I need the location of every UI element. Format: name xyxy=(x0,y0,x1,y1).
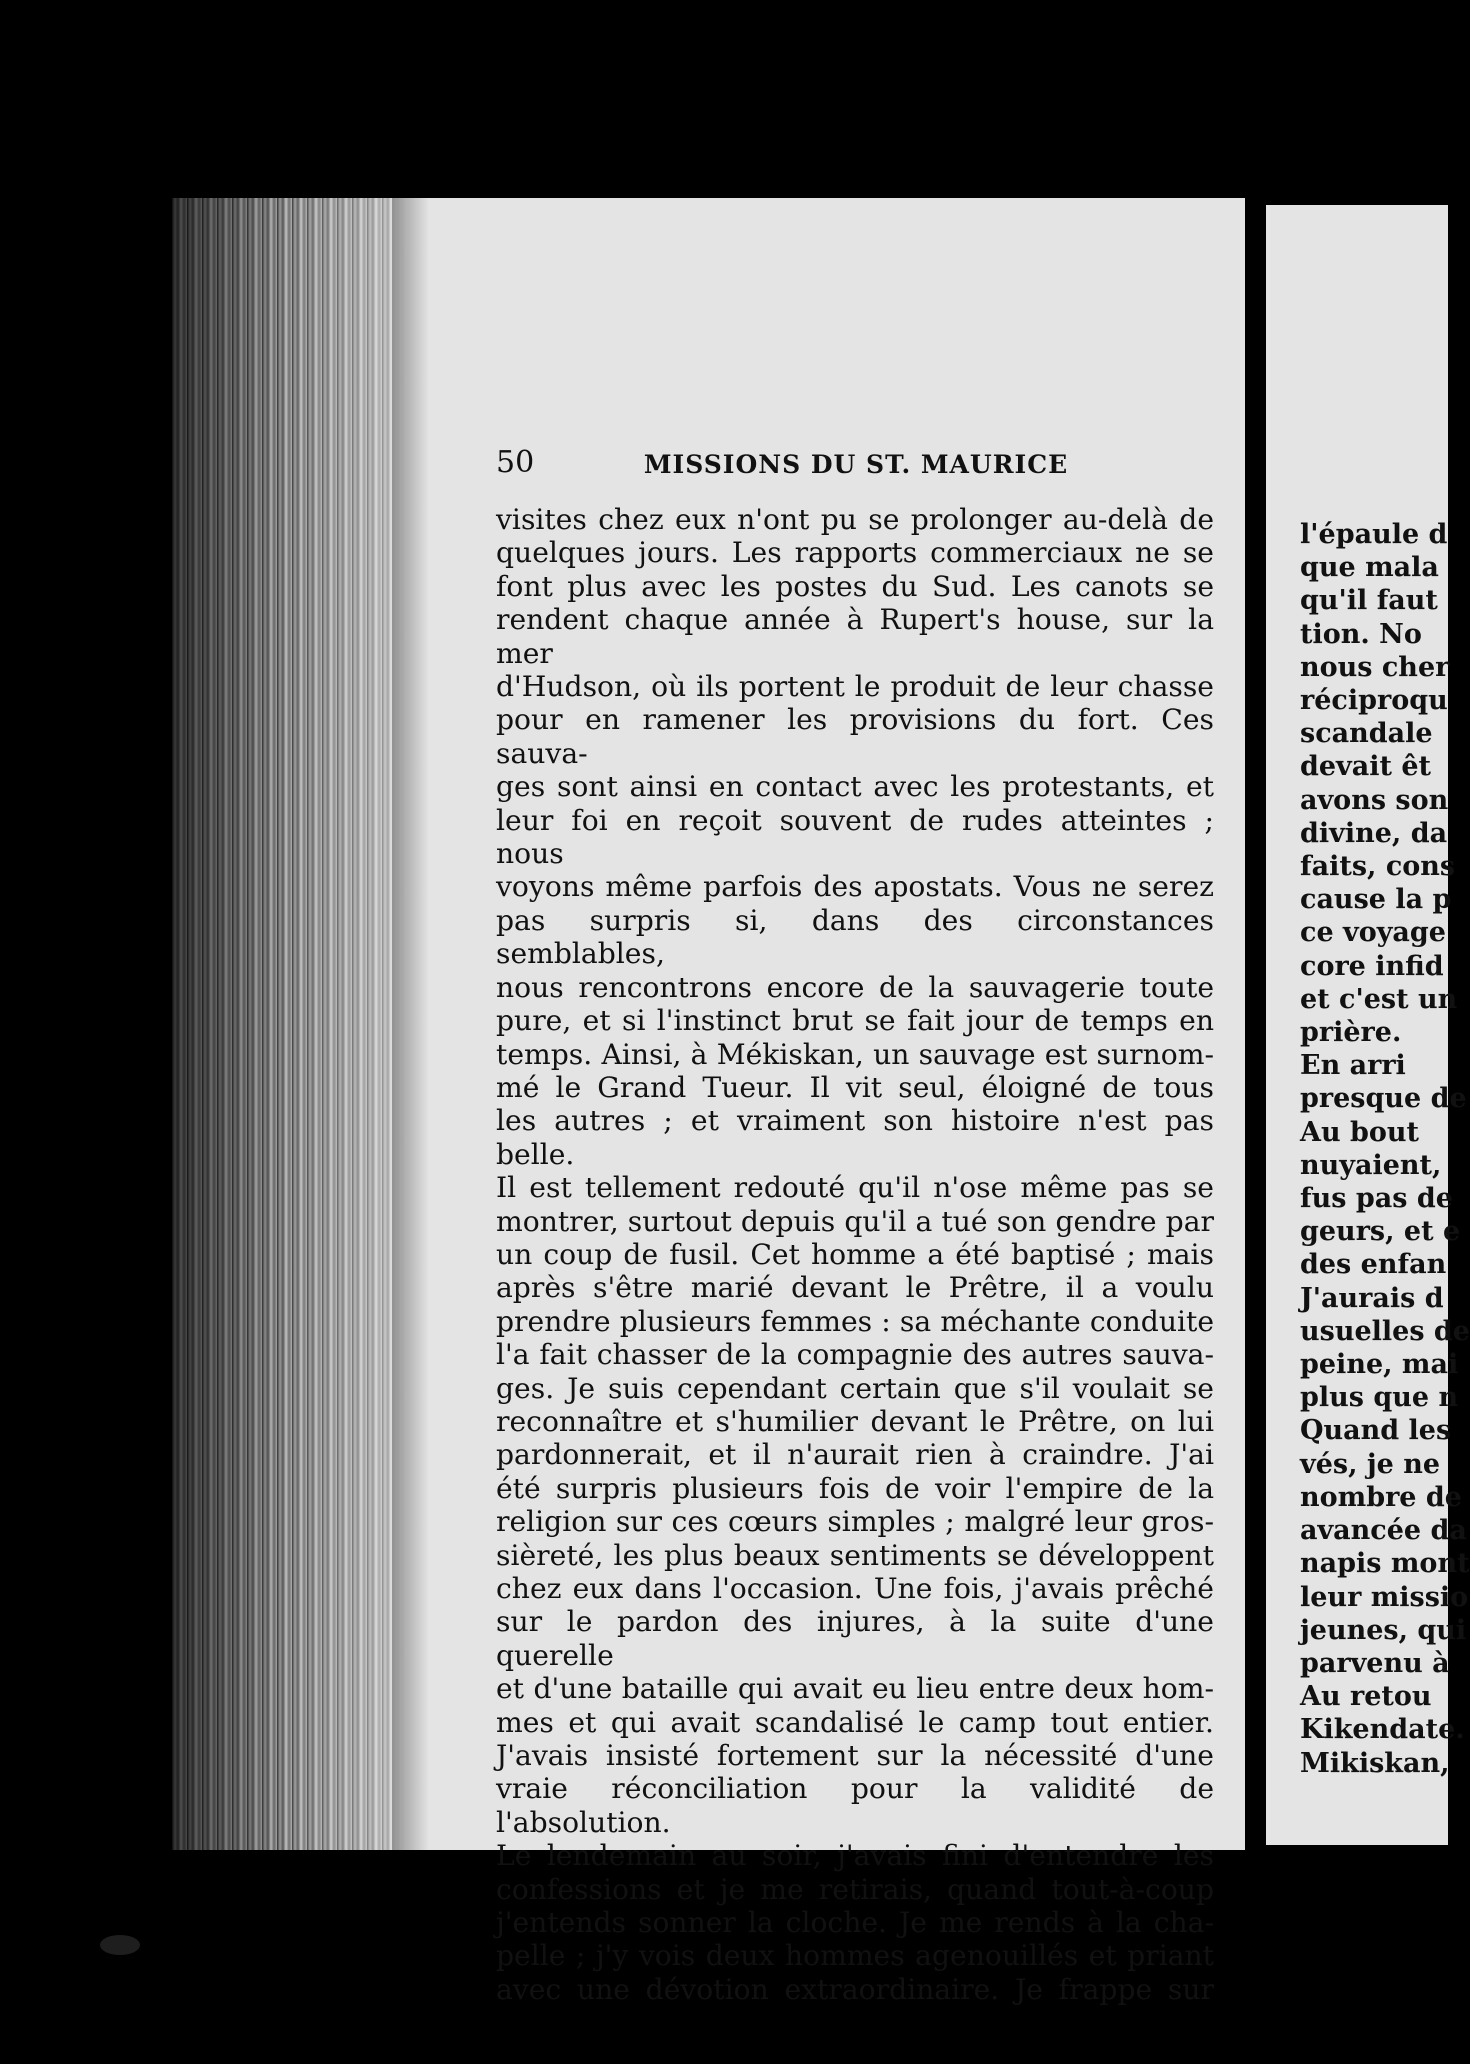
right-page-line: ce voyage xyxy=(1300,917,1446,949)
text-line: temps. Ainsi, à Mékiskan, un sauvage est surnom- xyxy=(496,1037,1214,1071)
right-page-line: En arri xyxy=(1300,1050,1406,1082)
text-line: avec une dévotion extraordinaire. Je frappe sur xyxy=(496,1972,1214,2006)
text-line: religion sur ces cœurs simples ; malgré leur gros- xyxy=(496,1505,1214,1539)
right-page-line: faits, cons xyxy=(1300,851,1456,883)
running-header xyxy=(496,445,1216,485)
text-line: sièreté, les plus beaux sentiments se développent xyxy=(496,1538,1214,1572)
right-page-line: nous cher xyxy=(1300,651,1450,683)
text-line: visites chez eux n'ont pu se prolonger au-delà de xyxy=(496,503,1214,536)
text-line: J'avais insisté fortement sur la nécessité d'une xyxy=(496,1739,1214,1773)
right-page-line: avancée da xyxy=(1300,1515,1467,1547)
right-page-line: usuelles de xyxy=(1300,1315,1470,1347)
right-page-line: que mala xyxy=(1300,552,1439,584)
text-line: ges sont ainsi en contact avec les protestants, et xyxy=(496,770,1214,804)
right-page-line: presque de xyxy=(1300,1083,1467,1115)
right-page-line: Au bout xyxy=(1300,1116,1419,1148)
right-page-line: des enfan xyxy=(1300,1249,1447,1281)
text-line: vraie réconciliation pour la validité de l'absolution. xyxy=(496,1772,1214,1839)
right-page-line: réciproqu xyxy=(1300,685,1448,717)
text-line: confessions et je me retirais, quand tout-à-coup xyxy=(496,1872,1214,1906)
right-page-line: tion. No xyxy=(1300,618,1422,650)
text-line: rendent chaque année à Rupert's house, sur la mer xyxy=(496,603,1214,670)
right-page-line: parvenu à xyxy=(1300,1647,1450,1679)
text-line: pure, et si l'instinct brut se fait jour de temps en xyxy=(496,1004,1214,1038)
text-line: les autres ; et vraiment son histoire n'est pas belle. xyxy=(496,1104,1214,1171)
right-page-line: Au retou xyxy=(1300,1681,1432,1713)
right-page-line: core infid xyxy=(1300,950,1444,982)
book-page-edges xyxy=(172,198,422,1850)
right-page-line: et c'est un xyxy=(1300,983,1458,1015)
running-title: MISSIONS DU ST. MAURICE xyxy=(643,450,1069,479)
text-line: nous rencontrons encore de la sauvagerie toute xyxy=(496,970,1214,1004)
right-page-line: cause la p xyxy=(1300,884,1452,916)
text-line: d'Hudson, où ils portent le produit de leur chasse xyxy=(496,670,1214,704)
right-page-line: Quand les xyxy=(1300,1415,1452,1447)
text-line: et d'une bataille qui avait eu lieu entre deux hom- xyxy=(496,1672,1214,1706)
text-line: chez eux dans l'occasion. Une fois, j'avais prêché xyxy=(496,1572,1214,1605)
text-line: pas surpris si, dans des circonstances semblables, xyxy=(496,903,1214,971)
right-page-line: prière. xyxy=(1300,1017,1402,1049)
scan-speck xyxy=(100,1935,140,1955)
right-page-line: J'aurais d xyxy=(1300,1282,1444,1314)
text-line: reconnaître et s'humilier devant le Prêtre, on lui xyxy=(496,1404,1214,1438)
text-line: leur foi en reçoit souvent de rudes atteintes ; nous xyxy=(496,803,1214,871)
right-page-text xyxy=(1300,518,1470,1780)
right-page-line: qu'il faut xyxy=(1300,585,1438,617)
text-line: un coup de fusil. Cet homme a été baptisé ; mais xyxy=(496,1237,1214,1271)
text-line: après s'être marié devant le Prêtre, il a voulu xyxy=(496,1271,1214,1305)
right-page-line: plus que n xyxy=(1300,1382,1459,1414)
page-gutter-shadow xyxy=(392,198,428,1850)
text-line: mes et qui avait scandalisé le camp tout entier. xyxy=(496,1705,1214,1739)
text-line: ges. Je suis cependant certain que s'il voulait se xyxy=(496,1371,1214,1405)
text-line: mé le Grand Tueur. Il vit seul, éloigné de tous xyxy=(496,1070,1214,1104)
right-page-line: nombre de xyxy=(1300,1481,1462,1513)
text-line: font plus avec les postes du Sud. Les canots se xyxy=(496,569,1214,603)
right-page-line: leur missio xyxy=(1300,1581,1469,1613)
page-number: 50 xyxy=(496,445,535,480)
text-line: voyons même parfois des apostats. Vous ne serez xyxy=(496,870,1214,904)
text-line: quelques jours. Les rapports commerciaux ne se xyxy=(496,536,1214,570)
text-line: Le lendemain au soir, j'avais fini d'entendre les xyxy=(496,1839,1214,1873)
text-line: sur le pardon des injures, à la suite d'une querelle xyxy=(496,1605,1214,1672)
text-line: été surpris plusieurs fois de voir l'empire de la xyxy=(496,1471,1214,1505)
right-page-line: jeunes, qui xyxy=(1300,1614,1467,1646)
text-line: Il est tellement redouté qu'il n'ose même pas se xyxy=(496,1171,1214,1205)
right-page-line: devait êt xyxy=(1300,751,1432,783)
right-page-line: geurs, et e xyxy=(1300,1216,1461,1248)
text-line: pardonnerait, et il n'aurait rien à craindre. J'ai xyxy=(496,1438,1214,1472)
right-page-line: l'épaule d xyxy=(1300,519,1448,550)
right-page-line: avons son xyxy=(1300,784,1449,816)
text-line: prendre plusieurs femmes : sa méchante conduite xyxy=(496,1304,1214,1338)
right-page-line: nuyaient, xyxy=(1300,1149,1442,1181)
text-line: j'entends sonner la cloche. Je me rends à la cha- xyxy=(496,1906,1214,1940)
right-page-line: napis mont xyxy=(1300,1548,1470,1580)
text-line: l'a fait chasser de la compagnie des autres sauva- xyxy=(496,1338,1214,1372)
right-page-line: scandale xyxy=(1300,718,1433,750)
page-body-text xyxy=(496,503,1214,2006)
right-page-line: fus pas de xyxy=(1300,1183,1453,1215)
text-line: montrer, surtout depuis qu'il a tué son gendre par xyxy=(496,1204,1214,1238)
right-page-line: Mikiskan, xyxy=(1300,1747,1450,1779)
right-page-line: vés, je ne xyxy=(1300,1448,1441,1480)
right-page-line: peine, mai xyxy=(1300,1349,1459,1381)
text-line: pelle ; j'y vois deux hommes agenouillés et priant xyxy=(496,1939,1214,1973)
text-line: pour en ramener les provisions du fort. Ces sauva- xyxy=(496,703,1214,770)
right-page-line: divine, da xyxy=(1300,817,1448,849)
right-page-line: Kikendate. xyxy=(1300,1714,1465,1746)
